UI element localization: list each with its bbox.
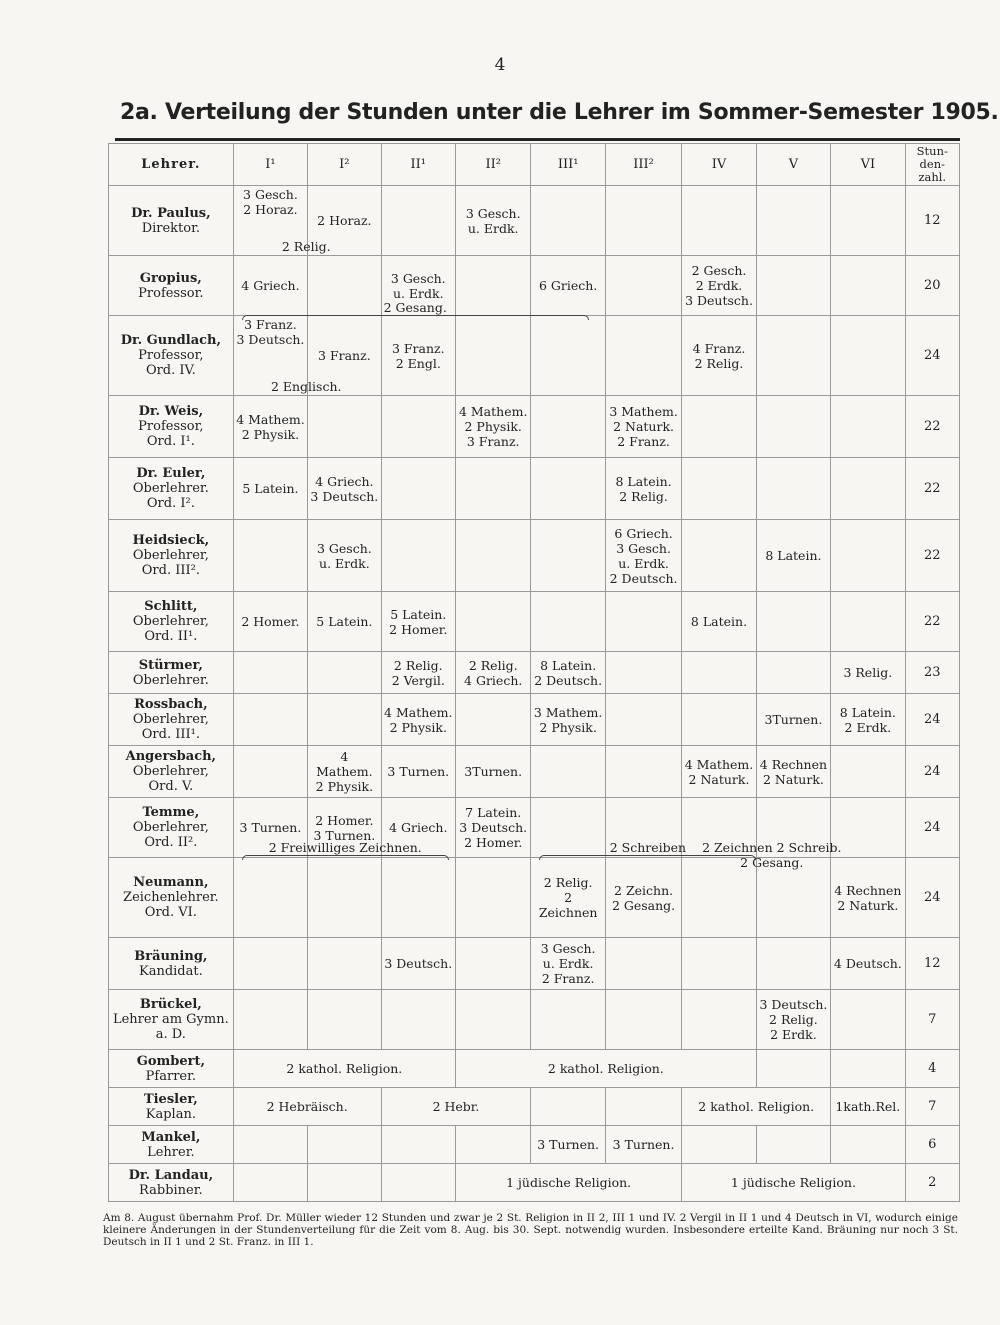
- subject-cell: [233, 186, 331, 256]
- hours-total: 2: [905, 1164, 959, 1202]
- subject-cell: [756, 938, 830, 990]
- teacher-cell: [109, 858, 234, 938]
- subject-cell: [233, 746, 307, 798]
- teacher-row: [109, 858, 960, 938]
- subject-cell: 3 Franz. 2 Engl.: [381, 316, 455, 396]
- teacher-row: [109, 652, 960, 694]
- subject-cell: [831, 458, 905, 520]
- subject-cell: [831, 316, 905, 396]
- subject-cell: [682, 1126, 756, 1164]
- teacher-name: Gropius,: [139, 270, 202, 286]
- hours-total: 24: [905, 694, 959, 746]
- subject-cell: [233, 938, 307, 990]
- teacher-row: [109, 938, 960, 990]
- subject-cell: [682, 694, 756, 746]
- teacher-position: Professor, Ord. IV.: [138, 348, 204, 378]
- subject-cell: 4 Deutsch.: [831, 938, 905, 990]
- teacher-position: Kandidat.: [138, 963, 203, 979]
- teacher-position: Oberlehrer. Ord. I².: [132, 481, 209, 511]
- teacher-name: Dr. Gundlach,: [120, 333, 222, 348]
- teacher-cell: [109, 592, 234, 652]
- subject-cell: 3 Gesch. u. Erdk.: [308, 520, 381, 592]
- subject-cell: [605, 746, 681, 798]
- teacher-name: Heidsieck,: [132, 533, 210, 548]
- span-note: 2 Relig.: [281, 239, 331, 254]
- teacher-cell: [109, 938, 234, 990]
- subject-cell: [756, 186, 830, 256]
- teacher-row: [109, 746, 960, 798]
- hours-total: 22: [905, 396, 959, 458]
- subject-cell: [455, 520, 530, 592]
- teacher-name: Dr. Weis,: [138, 404, 204, 419]
- subject-cell: 2 Relig. 2 Vergil.: [381, 652, 455, 694]
- subject-cell: 8 Latein.: [682, 592, 756, 652]
- teacher-name: Gombert,: [136, 1053, 205, 1069]
- subject-cell: [308, 1164, 381, 1202]
- subject-cell: 2 Gesch. 2 Erdk. 3 Deutsch.: [682, 256, 756, 316]
- subject-cell: 8 Latein. 2 Relig.: [605, 458, 681, 520]
- cell-body: 3 Franz. 3 Deutsch.: [236, 317, 305, 347]
- hours-total: 22: [905, 592, 959, 652]
- subject-cell: 3 Gesch. u. Erdk. 2 Franz.: [531, 938, 605, 990]
- subject-cell: 3 Deutsch.: [381, 938, 455, 990]
- teacher-position: Oberlehrer, Ord. III¹.: [132, 712, 209, 742]
- subject-cell: 4 Rechnen 2 Naturk.: [831, 858, 905, 938]
- teacher-cell: [109, 652, 234, 694]
- subject-cell: 3Turnen.: [756, 694, 830, 746]
- top-span-label: 2 Schreiben: [609, 840, 687, 855]
- subject-cell: 8 Latein.: [756, 520, 830, 592]
- subject-cell: [455, 990, 530, 1050]
- teacher-row: [109, 186, 960, 256]
- subject-cell: 8 Latein. 2 Erdk.: [831, 694, 905, 746]
- merged-subject-cell: 1kath.Rel.: [831, 1088, 905, 1126]
- top-span-label: 2 Zeichnen 2 Schreib. 2 Gesang.: [702, 840, 842, 870]
- subject-cell: [308, 990, 381, 1050]
- header-class: V: [756, 144, 830, 186]
- subject-cell: [831, 256, 905, 316]
- subject-cell: [682, 990, 756, 1050]
- subject-cell: [605, 652, 681, 694]
- teacher-row: [109, 520, 960, 592]
- teacher-name: Mankel,: [141, 1129, 201, 1145]
- hours-total: 23: [905, 652, 959, 694]
- subject-cell: [308, 938, 381, 990]
- subject-cell: [531, 396, 605, 458]
- teacher-name: Rossbach,: [134, 697, 208, 712]
- subject-cell: [831, 396, 905, 458]
- teacher-cell: [109, 990, 234, 1050]
- subject-cell: 2 Zeichn. 2 Gesang.: [605, 858, 681, 938]
- subject-cell: [531, 990, 605, 1050]
- teacher-name: Bräuning,: [134, 948, 208, 964]
- subject-cell: [308, 652, 381, 694]
- subject-cell: 5 Latein.: [233, 458, 307, 520]
- hours-total: 12: [905, 186, 959, 256]
- merged-subject-cell: 2 kathol. Religion.: [233, 1050, 455, 1088]
- subject-cell: [233, 1126, 307, 1164]
- subject-cell: [381, 458, 455, 520]
- title-rule: [115, 138, 960, 141]
- subject-cell: [455, 694, 530, 746]
- teacher-position: Oberlehrer, Ord. V.: [132, 764, 209, 794]
- subject-cell: 6 Griech.: [531, 256, 605, 316]
- schedule-table: [108, 143, 960, 1202]
- subject-cell: [605, 592, 681, 652]
- subject-cell: [682, 520, 756, 592]
- subject-cell: 4 Mathem. 2 Naturk.: [682, 746, 756, 798]
- subject-cell: 3 Turnen.: [605, 1126, 681, 1164]
- teacher-cell: [109, 1164, 234, 1202]
- teacher-position: Kaplan.: [145, 1106, 196, 1122]
- subject-cell: [756, 316, 830, 396]
- subject-cell: [682, 458, 756, 520]
- teacher-cell: [109, 694, 234, 746]
- cell-body: 3 Gesch. 2 Horaz.: [243, 187, 298, 217]
- subject-cell: [455, 938, 530, 990]
- subject-cell: [531, 520, 605, 592]
- teacher-cell: [109, 396, 234, 458]
- subject-cell: [308, 1126, 381, 1164]
- subject-cell: 7 Latein. 3 Deutsch. 2 Homer.: [455, 798, 530, 858]
- subject-cell: 4 Mathem. 2 Physik. 3 Franz.: [455, 396, 530, 458]
- hours-total: 6: [905, 1126, 959, 1164]
- merged-subject-cell: 2 Hebräisch.: [233, 1088, 381, 1126]
- footnote: Am 8. August übernahm Prof. Dr. Müller wieder 12 Stunden und zwar je 2 St. Religion in II 2, III 1 und IV. 2 Vergil in II 1 und 4 Deutsch in VI, wodurch einige kleinere Änderungen in der Stundenverteilung für die Zeit vom 8. Aug. bis 30. Sept. notwendig wurden. Insbesondere erteilte Kand. Bräuning nur noch 3 St. Deutsch in II 1 und 2 St. Franz. in III 1.: [103, 1212, 958, 1248]
- subject-cell: 2 Homer. 3 Turnen.: [308, 798, 381, 858]
- hours-total: 22: [905, 458, 959, 520]
- subject-cell: 3 Turnen.: [233, 798, 307, 858]
- teacher-name: Dr. Landau,: [128, 1167, 214, 1183]
- teacher-name: Stürmer,: [138, 657, 203, 673]
- top-span-note: [238, 300, 593, 320]
- subject-cell: [233, 1164, 307, 1202]
- teacher-cell: [109, 256, 234, 316]
- top-span-label: 2 Freiwilliges Zeichnen.: [268, 840, 422, 855]
- subject-cell: [308, 858, 381, 938]
- subject-cell: 3 Mathem. 2 Physik.: [531, 694, 605, 746]
- subject-cell: [682, 396, 756, 458]
- subject-cell: [831, 746, 905, 798]
- top-span-label: 2 Gesang.: [383, 300, 447, 315]
- teacher-row: [109, 592, 960, 652]
- teacher-position: Oberlehrer, Ord. II².: [132, 820, 209, 850]
- subject-cell: [831, 520, 905, 592]
- header-class: I²: [308, 144, 381, 186]
- teacher-row: [109, 1164, 960, 1202]
- subject-cell: 3 Deutsch. 2 Relig. 2 Erdk.: [756, 990, 830, 1050]
- subject-cell: [756, 1050, 830, 1088]
- subject-cell: [831, 990, 905, 1050]
- brace-line: [242, 315, 589, 320]
- subject-cell: [308, 396, 381, 458]
- header-class: III²: [605, 144, 681, 186]
- subject-cell: [233, 990, 307, 1050]
- subject-cell: 6 Griech. 3 Gesch. u. Erdk. 2 Deutsch.: [605, 520, 681, 592]
- teacher-name: Angersbach,: [125, 749, 217, 764]
- subject-cell: [455, 858, 530, 938]
- teacher-cell: [109, 186, 234, 256]
- subject-cell: [531, 458, 605, 520]
- subject-cell: [233, 520, 307, 592]
- top-span-note: [238, 840, 453, 860]
- teacher-row: [109, 990, 960, 1050]
- teacher-position: Rabbiner.: [139, 1182, 203, 1198]
- teacher-cell: [109, 1126, 234, 1164]
- subject-cell: 3 Mathem. 2 Naturk. 2 Franz.: [605, 396, 681, 458]
- subject-cell: 4 Griech.: [381, 798, 455, 858]
- teacher-cell: [109, 1088, 234, 1126]
- merged-subject-cell: 2 kathol. Religion.: [455, 1050, 756, 1088]
- teacher-row: [109, 1088, 960, 1126]
- teacher-name: Neumann,: [133, 875, 209, 890]
- subject-cell: [831, 592, 905, 652]
- subject-cell: [381, 186, 455, 256]
- header-row: [109, 144, 960, 186]
- subject-cell: [682, 186, 756, 256]
- subject-cell: [756, 1126, 830, 1164]
- teacher-position: Lehrer.: [147, 1144, 195, 1160]
- subject-cell: 8 Latein. 2 Deutsch.: [531, 652, 605, 694]
- subject-cell: [381, 858, 455, 938]
- teacher-row: [109, 396, 960, 458]
- subject-cell: [756, 652, 830, 694]
- teacher-name: Schlitt,: [144, 599, 198, 614]
- subject-cell: [531, 746, 605, 798]
- teacher-cell: [109, 1050, 234, 1088]
- merged-subject-cell: 1 jüdische Religion.: [682, 1164, 905, 1202]
- top-span-note: [684, 840, 859, 870]
- page-number: 4: [494, 55, 506, 75]
- teacher-cell: [109, 520, 234, 592]
- subject-cell: [605, 990, 681, 1050]
- teacher-position: Zeichenlehrer. Ord. VI.: [123, 890, 219, 920]
- subject-cell: [308, 694, 381, 746]
- subject-cell: [831, 1126, 905, 1164]
- teacher-position: Pfarrer.: [145, 1068, 197, 1084]
- merged-subject-cell: 2 Hebr.: [381, 1088, 531, 1126]
- subject-cell: [756, 458, 830, 520]
- subject-cell: 4 Mathem. 2 Physik.: [308, 746, 381, 798]
- subject-cell: [531, 316, 605, 396]
- subject-cell: 5 Latein.: [308, 592, 381, 652]
- subject-cell: 3 Turnen.: [531, 1126, 605, 1164]
- teacher-cell: [109, 746, 234, 798]
- subject-cell: 2 Homer.: [233, 592, 307, 652]
- teacher-cell: [109, 798, 234, 858]
- teacher-name: Tiesler,: [143, 1091, 198, 1107]
- hours-total: 24: [905, 316, 959, 396]
- subject-cell: [682, 652, 756, 694]
- teacher-row: [109, 694, 960, 746]
- merged-subject-cell: 1 jüdische Religion.: [455, 1164, 681, 1202]
- subject-cell: [605, 938, 681, 990]
- subject-cell: [756, 396, 830, 458]
- subject-cell: [831, 1050, 905, 1088]
- brace-line: [242, 855, 449, 860]
- subject-cell: [756, 256, 830, 316]
- header-lehrer: Lehrer.: [109, 144, 234, 186]
- subject-cell: 4 Rechnen 2 Naturk.: [756, 746, 830, 798]
- subject-cell: [381, 520, 455, 592]
- subject-cell: [605, 694, 681, 746]
- subject-cell: 3 Relig.: [831, 652, 905, 694]
- header-class: III¹: [531, 144, 605, 186]
- subject-cell: [233, 694, 307, 746]
- subject-cell: 4 Franz. 2 Relig.: [682, 316, 756, 396]
- subject-cell: 3 Turnen.: [381, 746, 455, 798]
- subject-cell: 2 Relig. 2 Zeichnen 2 Schreiben: [531, 858, 605, 938]
- subject-cell: [455, 1126, 530, 1164]
- subject-cell: [233, 840, 422, 938]
- header-total: Stun- den- zahl.: [905, 144, 959, 186]
- subject-cell: [381, 1126, 455, 1164]
- subject-cell: 3 Gesch. u. Erdk.: [455, 186, 530, 256]
- subject-cell: [605, 186, 681, 256]
- subject-cell: [531, 592, 605, 652]
- teacher-row: [109, 1126, 960, 1164]
- hours-total: 24: [905, 858, 959, 938]
- subject-cell: [605, 1088, 681, 1126]
- header-class: II¹: [381, 144, 455, 186]
- hours-total: 7: [905, 990, 959, 1050]
- hours-total: 24: [905, 798, 959, 858]
- teacher-row: [109, 458, 960, 520]
- teacher-position: Oberlehrer, Ord. III².: [132, 548, 209, 578]
- teacher-position: Oberlehrer, Ord. II¹.: [132, 614, 209, 644]
- subject-cell: 3 Franz.: [308, 316, 381, 396]
- subject-cell: 4 Griech. 3 Deutsch.: [308, 458, 381, 520]
- teacher-position: Oberlehrer.: [132, 672, 209, 688]
- subject-cell: [455, 592, 530, 652]
- hours-total: 12: [905, 938, 959, 990]
- subject-cell: 5 Latein. 2 Homer.: [381, 592, 455, 652]
- subject-cell: 3 Gesch. u. Erdk.: [381, 256, 455, 316]
- subject-cell: [381, 396, 455, 458]
- teacher-name: Temme,: [142, 805, 200, 820]
- subject-cell: 4 Mathem. 2 Physik.: [233, 396, 307, 458]
- teacher-position: Professor.: [138, 285, 204, 301]
- teacher-row: [109, 1050, 960, 1088]
- subject-cell: 2 Horaz.: [308, 186, 381, 256]
- subject-cell: [381, 990, 455, 1050]
- teacher-name: Brückel,: [139, 997, 202, 1012]
- teacher-name: Dr. Paulus,: [131, 205, 211, 221]
- page-title: 2a. Verteilung der Stunden unter die Lehrer im Sommer-Semester 1905.: [120, 100, 999, 125]
- teacher-row: [109, 316, 960, 396]
- subject-cell: [233, 652, 307, 694]
- subject-cell: [455, 458, 530, 520]
- teacher-position: Direktor.: [141, 220, 201, 236]
- hours-total: 24: [905, 746, 959, 798]
- header-class: IV: [682, 144, 756, 186]
- subject-cell: [682, 840, 842, 938]
- subject-cell: 3Turnen.: [455, 746, 530, 798]
- subject-cell: [381, 1164, 455, 1202]
- subject-cell: [756, 592, 830, 652]
- subject-cell: 4 Griech.: [233, 256, 307, 316]
- teacher-position: Professor, Ord. I¹.: [138, 419, 204, 449]
- subject-cell: [531, 186, 605, 256]
- header-class: I¹: [233, 144, 307, 186]
- teacher-cell: [109, 458, 234, 520]
- subject-cell: [455, 316, 530, 396]
- subject-cell: [831, 186, 905, 256]
- subject-cell: 2 Relig. 4 Griech.: [455, 652, 530, 694]
- hours-total: 4: [905, 1050, 959, 1088]
- hours-total: 20: [905, 256, 959, 316]
- subject-cell: [531, 1088, 605, 1126]
- hours-total: 7: [905, 1088, 959, 1126]
- header-class: VI: [831, 144, 905, 186]
- teacher-name: Dr. Euler,: [136, 466, 206, 481]
- subject-cell: [682, 938, 756, 990]
- subject-cell: [605, 256, 681, 316]
- merged-subject-cell: 2 kathol. Religion.: [682, 1088, 831, 1126]
- teacher-position: Lehrer am Gymn. a. D.: [112, 1012, 229, 1042]
- subject-cell: 4 Mathem. 2 Physik.: [381, 694, 455, 746]
- span-note: 2 Englisch.: [270, 379, 342, 394]
- hours-total: 22: [905, 520, 959, 592]
- subject-cell: [605, 316, 681, 396]
- header-class: II²: [455, 144, 530, 186]
- teacher-cell: [109, 316, 234, 396]
